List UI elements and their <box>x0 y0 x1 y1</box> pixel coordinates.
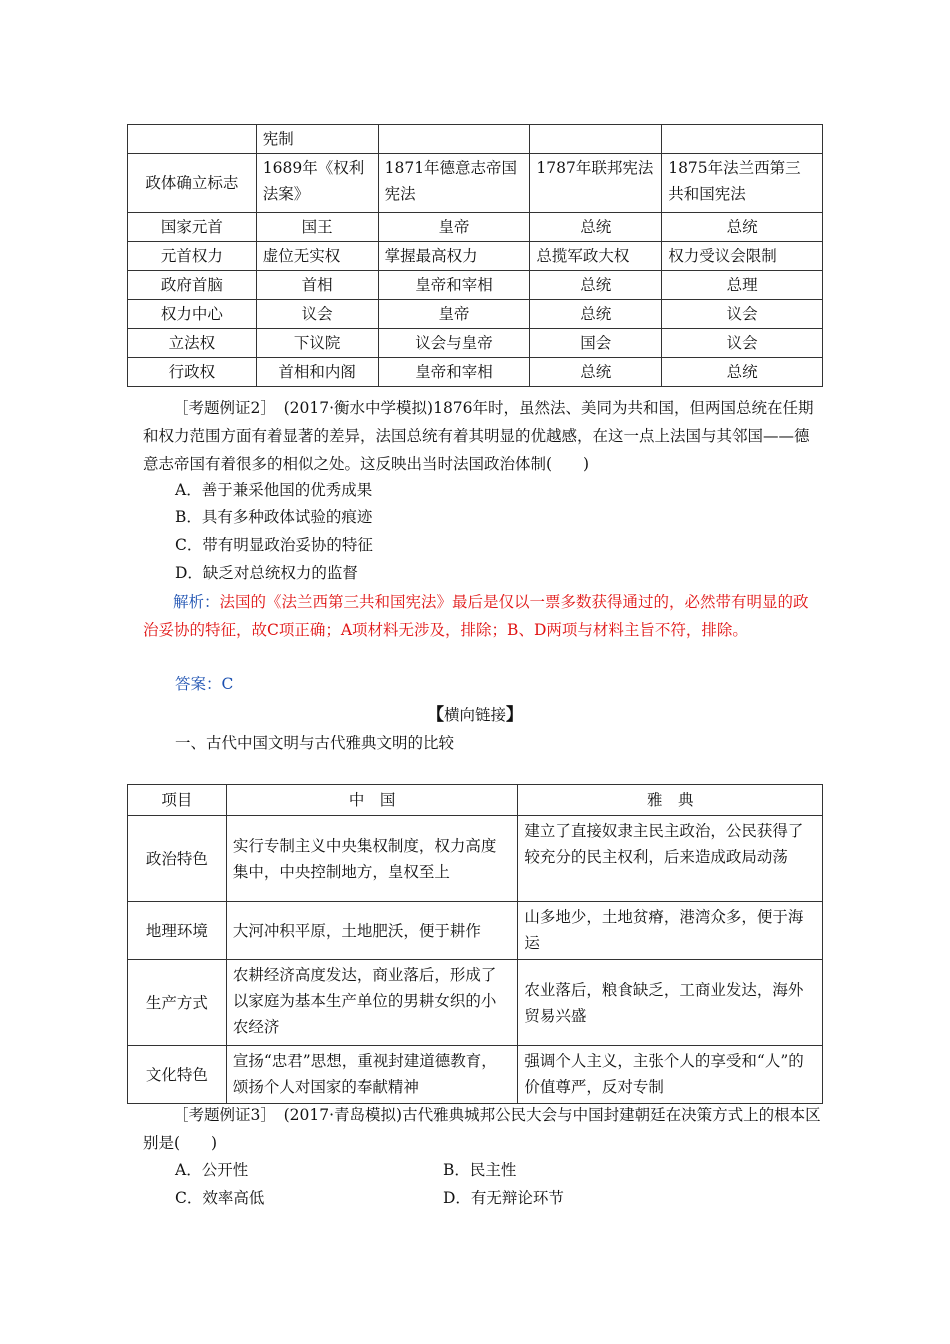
table-cell: 宪制 <box>256 125 378 154</box>
column-header: 雅 典 <box>518 785 823 816</box>
table-cell: 1689年《权利法案》 <box>256 154 378 213</box>
row-label: 政体确立标志 <box>128 154 257 213</box>
table-cell: 国王 <box>256 213 378 242</box>
option-a: A．公开性 <box>175 1161 249 1179</box>
political-systems-table <box>127 124 823 387</box>
row-label: 地理环境 <box>128 902 227 960</box>
column-header: 项目 <box>128 785 227 816</box>
table-cell: 总理 <box>662 271 823 300</box>
table-cell: 权力受议会限制 <box>662 242 823 271</box>
table-cell: 1875年法兰西第三共和国宪法 <box>662 154 823 213</box>
option-d: D．缺乏对总统权力的监督 <box>175 564 358 582</box>
table-cell <box>530 125 662 154</box>
table-cell: 1787年联邦宪法 <box>530 154 662 213</box>
table-cell: 议会与皇帝 <box>378 329 530 358</box>
table-row <box>128 960 823 1046</box>
option-c: C．效率高低 <box>175 1189 265 1207</box>
table-row <box>128 329 823 358</box>
athens-cell: 农业落后，粮食缺乏，工商业发达，海外贸易兴盛 <box>518 960 823 1046</box>
table-cell: 议会 <box>256 300 378 329</box>
row-label: 权力中心 <box>128 300 257 329</box>
analysis-text: 法国的《法兰西第三共和国宪法》最后是仅以一票多数获得通过的，必然带有明显的政治妥协的特征，故C项正确；A项材料无涉及，排除；B、D两项与材料主旨不符，排除。 <box>143 593 809 639</box>
bracket-right: 】 <box>506 705 523 725</box>
table-cell: 国会 <box>530 329 662 358</box>
example2-question: ［考题例证2］ (2017·衡水中学模拟)1876年时，虽然法、美同为共和国，但两国总统在任期和权力范围方面有着显著的差异，法国总统有着其明显的优越感，在这一点上法国与其邻国——德意志帝国有着很多的相似之处。这反映出当时法国政治体制( ) <box>143 399 814 473</box>
table-cell: 皇帝和宰相 <box>378 358 530 387</box>
option-c: C．带有明显政治妥协的特征 <box>175 536 373 554</box>
row-label: 文化特色 <box>128 1046 227 1104</box>
section-title-text: 横向链接 <box>443 706 506 724</box>
table-row <box>128 125 823 154</box>
bracket-left: 【 <box>426 705 444 725</box>
row-label <box>128 125 257 154</box>
table-cell: 皇帝 <box>378 213 530 242</box>
table-cell: 皇帝和宰相 <box>378 271 530 300</box>
row-label: 政治特色 <box>128 816 227 902</box>
option-d: D．有无辩论环节 <box>443 1189 564 1207</box>
table-row <box>128 242 823 271</box>
china-cell: 宣扬“忠君”思想，重视封建道德教育，颂扬个人对国家的奉献精神 <box>226 1046 518 1104</box>
option-b: B．民主性 <box>443 1161 517 1179</box>
athens-cell: 山多地少，土地贫瘠，港湾众多，便于海运 <box>518 902 823 960</box>
section-title <box>0 700 950 725</box>
row-label: 立法权 <box>128 329 257 358</box>
athens-cell: 强调个人主义，主张个人的享受和“人”的价值尊严，反对专制 <box>518 1046 823 1104</box>
table-row <box>128 816 823 902</box>
table-cell: 总统 <box>530 300 662 329</box>
table-row <box>128 300 823 329</box>
table-cell: 首相 <box>256 271 378 300</box>
table-cell <box>378 125 530 154</box>
table-cell: 总揽军政大权 <box>530 242 662 271</box>
row-label: 元首权力 <box>128 242 257 271</box>
table-cell: 皇帝 <box>378 300 530 329</box>
row-label: 国家元首 <box>128 213 257 242</box>
table-cell: 虚位无实权 <box>256 242 378 271</box>
table-cell: 总统 <box>530 213 662 242</box>
table-cell: 议会 <box>662 300 823 329</box>
table-cell: 总统 <box>530 358 662 387</box>
option-a: A．善于兼采他国的优秀成果 <box>175 481 373 499</box>
table-header-row <box>128 785 823 816</box>
analysis <box>143 588 823 644</box>
table-cell: 1871年德意志帝国宪法 <box>378 154 530 213</box>
table-cell: 总统 <box>662 358 823 387</box>
table-cell: 掌握最高权力 <box>378 242 530 271</box>
table-row <box>128 213 823 242</box>
option-b: B．具有多种政体试验的痕迹 <box>175 508 373 526</box>
athens-cell: 建立了直接奴隶主民主政治，公民获得了较充分的民主权利，后来造成政局动荡 <box>518 816 823 902</box>
civilization-comparison-table <box>127 784 823 1104</box>
table-row <box>128 902 823 960</box>
table-row <box>128 271 823 300</box>
table-cell: 下议院 <box>256 329 378 358</box>
table-cell: 总统 <box>530 271 662 300</box>
analysis-label: 解析： <box>173 593 220 611</box>
answer: 答案：C <box>175 675 234 693</box>
row-label: 政府首脑 <box>128 271 257 300</box>
row-label: 生产方式 <box>128 960 227 1046</box>
table-cell <box>662 125 823 154</box>
table-row <box>128 154 823 213</box>
row-label: 行政权 <box>128 358 257 387</box>
china-cell: 实行专制主义中央集权制度，权力高度集中，中央控制地方，皇权至上 <box>226 816 518 902</box>
china-cell: 农耕经济高度发达，商业落后，形成了以家庭为基本生产单位的男耕女织的小农经济 <box>226 960 518 1046</box>
section-heading: 一、古代中国文明与古代雅典文明的比较 <box>175 734 455 752</box>
table-cell: 首相和内阁 <box>256 358 378 387</box>
table-row <box>128 358 823 387</box>
table-cell: 总统 <box>662 213 823 242</box>
table-row <box>128 1046 823 1104</box>
column-header: 中 国 <box>226 785 518 816</box>
china-cell: 大河冲积平原，土地肥沃，便于耕作 <box>226 902 518 960</box>
example3-question: ［考题例证3］ (2017·青岛模拟)古代雅典城邦公民大会与中国封建朝廷在决策方式上的根本区别是( ) <box>143 1106 821 1152</box>
table-cell: 议会 <box>662 329 823 358</box>
